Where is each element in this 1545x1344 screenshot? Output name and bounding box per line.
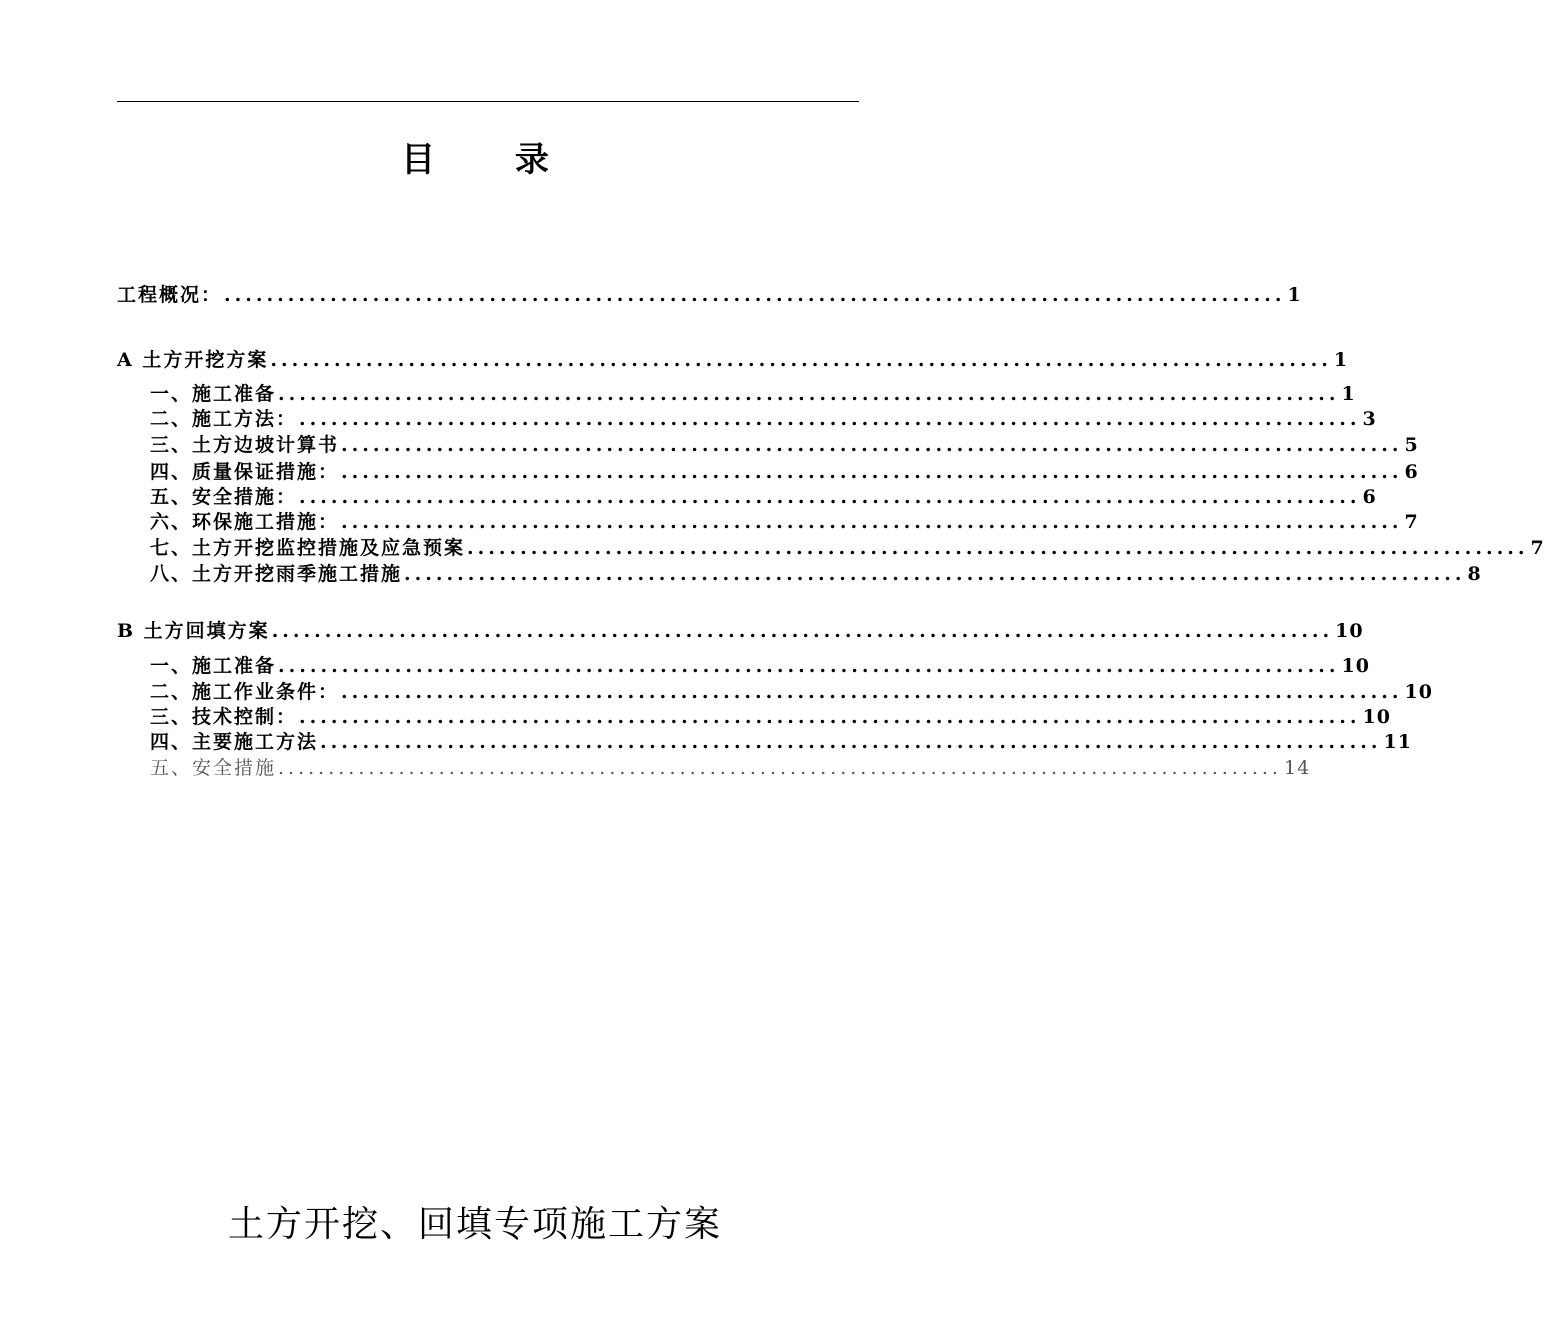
toc-entry-label: 五、安全措施： — [150, 486, 298, 508]
toc-entry[interactable] — [117, 283, 1302, 307]
toc-leader-dots: .................................................................................................... — [404, 563, 1466, 585]
toc-leader-dots: .................................................................................................... — [224, 284, 1286, 306]
toc-entry-page: 1 — [1287, 284, 1302, 306]
toc-entry[interactable] — [150, 654, 1370, 678]
toc-leader-dots: .................................................................................................... — [299, 486, 1361, 508]
toc-leader-dots: .................................................................................................... — [341, 461, 1403, 483]
toc-entry[interactable] — [150, 407, 1377, 431]
toc-entry-label: A 土方开挖方案 — [117, 349, 269, 371]
toc-leader-dots: .................................................................................................... — [320, 731, 1382, 753]
header-rule — [117, 101, 859, 102]
toc-entry[interactable] — [117, 619, 1364, 643]
toc-entry[interactable] — [150, 705, 1391, 729]
toc-leader-dots: .................................................................................................... — [341, 434, 1403, 456]
toc-entry-page: 11 — [1383, 731, 1412, 753]
toc-entry-page: 5 — [1404, 434, 1419, 456]
toc-entry-label: 五、安全措施 — [150, 757, 277, 779]
toc-leader-dots: .................................................................................................... — [299, 408, 1361, 430]
toc-entry-page: 10 — [1341, 655, 1370, 677]
toc-leader-dots: .................................................................................................... — [341, 681, 1403, 703]
toc-entry-page: 8 — [1467, 563, 1482, 585]
toc-leader-dots: .................................................................................................... — [271, 620, 1334, 642]
toc-entry-page: 10 — [1404, 681, 1433, 703]
toc-entry-page: 1 — [1333, 349, 1349, 371]
toc-entry-page: 7 — [1530, 537, 1545, 559]
toc-entry[interactable] — [150, 460, 1419, 484]
toc-leader-dots: .................................................................................................... — [270, 349, 1332, 371]
toc-entry[interactable] — [150, 536, 1545, 560]
toc-entry[interactable] — [150, 730, 1412, 754]
toc-entry[interactable] — [150, 485, 1377, 509]
toc-entry-page: 3 — [1362, 408, 1377, 430]
toc-entry-label: 一、施工准备 — [150, 383, 277, 405]
toc-entry-label: 六、环保施工措施： — [150, 511, 340, 533]
toc-entry[interactable] — [150, 433, 1419, 457]
toc-entry[interactable] — [150, 562, 1482, 586]
toc-entry-page: 10 — [1362, 706, 1391, 728]
toc-entry-label: 四、主要施工方法 — [150, 731, 319, 753]
toc-title: 目 录 — [401, 140, 583, 180]
toc-entry-label: 八、土方开挖雨季施工措施 — [150, 563, 403, 585]
toc-entry-page: 10 — [1335, 620, 1364, 642]
toc-entry-page: 1 — [1341, 383, 1356, 405]
toc-entry[interactable] — [150, 680, 1433, 704]
toc-entry-page: 14 — [1283, 757, 1311, 779]
toc-leader-dots: .................................................................................................... — [278, 383, 1340, 405]
toc-entry-label: 一、施工准备 — [150, 655, 277, 677]
toc-entry-label: 四、质量保证措施： — [150, 461, 340, 483]
toc-leader-dots: .................................................................................................... — [299, 706, 1361, 728]
toc-entry-label: 三、技术控制： — [150, 706, 298, 728]
document-title: 土方开挖、回填专项施工方案 — [227, 1204, 722, 1245]
toc-entry-label: 工程概况： — [117, 284, 223, 306]
toc-leader-dots: .................................................................................................... — [467, 537, 1529, 559]
toc-entry-label: 七、土方开挖监控措施及应急预案 — [150, 537, 466, 559]
toc-entry[interactable] — [150, 756, 1311, 780]
toc-entry-page: 6 — [1362, 486, 1377, 508]
toc-entry[interactable] — [150, 382, 1356, 406]
toc-entry-label: 二、施工方法： — [150, 408, 298, 430]
toc-entry[interactable] — [117, 348, 1349, 372]
toc-entry-label: 三、土方边坡计算书 — [150, 434, 340, 456]
toc-entry-label: 二、施工作业条件： — [150, 681, 340, 703]
toc-entry-page: 7 — [1404, 511, 1419, 533]
toc-leader-dots: .................................................................................................... — [341, 511, 1403, 533]
toc-leader-dots: .................................................................................................... — [278, 655, 1340, 677]
toc-entry-page: 6 — [1404, 461, 1419, 483]
toc-entry[interactable] — [150, 510, 1419, 534]
toc-leader-dots: .................................................................................................... — [278, 757, 1282, 779]
toc-entry-label: B 土方回填方案 — [117, 620, 270, 642]
